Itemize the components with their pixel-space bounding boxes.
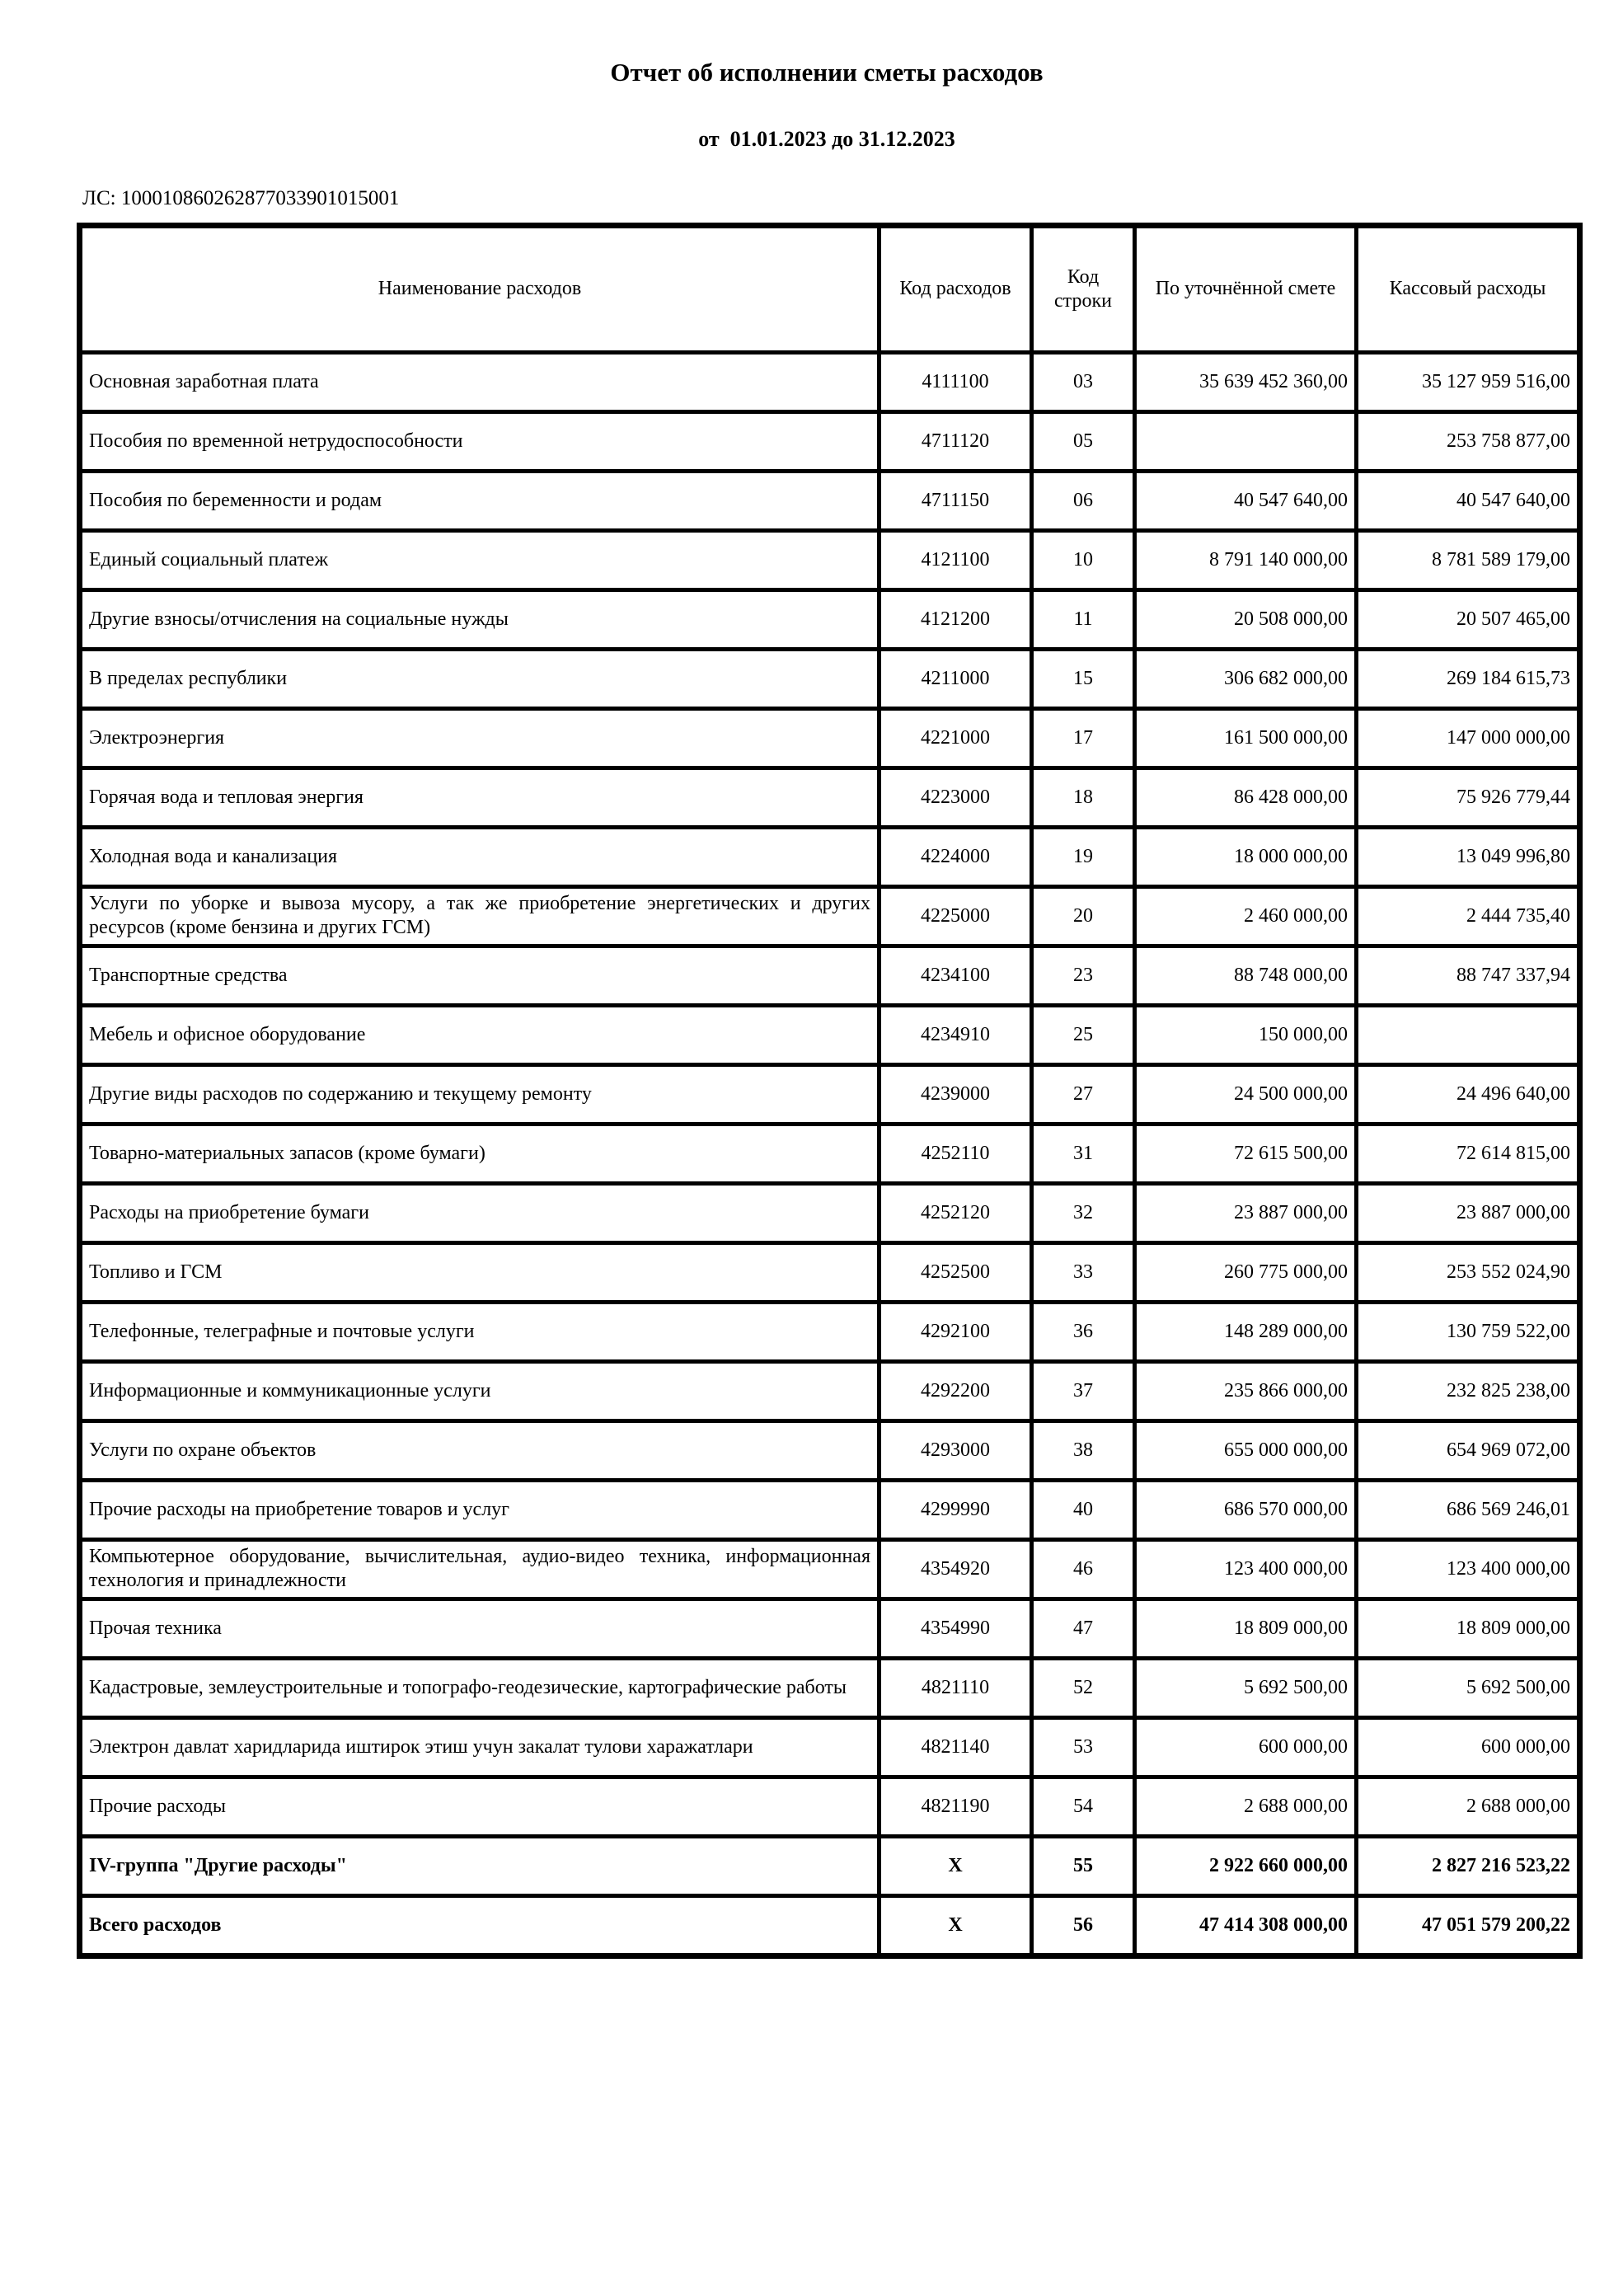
total-row xyxy=(80,1895,1580,1956)
table-row xyxy=(80,1302,1580,1361)
cell-name: Прочие расходы xyxy=(80,1777,880,1836)
cell-kassa: 5 692 500,00 xyxy=(1357,1658,1580,1717)
cell-smeta: 24 500 000,00 xyxy=(1135,1064,1357,1124)
cell-code: 4223000 xyxy=(880,768,1032,827)
cell-name: Холодная вода и канализация xyxy=(80,827,880,886)
cell-smeta: 686 570 000,00 xyxy=(1135,1480,1357,1539)
cell-code: 4711150 xyxy=(880,471,1032,530)
table-body xyxy=(80,352,1580,1956)
cell-line: 37 xyxy=(1032,1361,1135,1420)
table-row xyxy=(80,1005,1580,1064)
cell-line: 15 xyxy=(1032,649,1135,708)
cell-name: Другие взносы/отчисления на социальные нужды xyxy=(80,589,880,649)
table-row xyxy=(80,352,1580,411)
cell-smeta: 35 639 452 360,00 xyxy=(1135,352,1357,411)
account-number: ЛС: 100010860262877033901015001 xyxy=(82,186,400,209)
cell-kassa: 40 547 640,00 xyxy=(1357,471,1580,530)
cell-code: 4292200 xyxy=(880,1361,1032,1420)
cell-line: 18 xyxy=(1032,768,1135,827)
cell-line: 19 xyxy=(1032,827,1135,886)
total-row xyxy=(80,1836,1580,1895)
cell-line: 17 xyxy=(1032,708,1135,768)
report-content xyxy=(77,0,1577,1959)
cell-smeta: 20 508 000,00 xyxy=(1135,589,1357,649)
cell-kassa: 72 614 815,00 xyxy=(1357,1124,1580,1183)
cell-name: Компьютерное оборудование, вычислительная, аудио-видео техника, информационная технология и принадлежности xyxy=(80,1539,880,1599)
cell-name: Горячая вода и тепловая энергия xyxy=(80,768,880,827)
cell-line: 47 xyxy=(1032,1599,1135,1658)
cell-kassa: 123 400 000,00 xyxy=(1357,1539,1580,1599)
cell-line: 40 xyxy=(1032,1480,1135,1539)
cell-code: 4354920 xyxy=(880,1539,1032,1599)
cell-code: 4234100 xyxy=(880,946,1032,1005)
table-row xyxy=(80,1064,1580,1124)
table-row xyxy=(80,1361,1580,1420)
table-row xyxy=(80,1124,1580,1183)
cell-line: 46 xyxy=(1032,1539,1135,1599)
cell-line: 06 xyxy=(1032,471,1135,530)
cell-code: 4292100 xyxy=(880,1302,1032,1361)
cell-smeta: 18 809 000,00 xyxy=(1135,1599,1357,1658)
cell-code: X xyxy=(880,1836,1032,1895)
cell-kassa: 18 809 000,00 xyxy=(1357,1599,1580,1658)
cell-name: Прочие расходы на приобретение товаров и услуг xyxy=(80,1480,880,1539)
table-row xyxy=(80,589,1580,649)
table-row xyxy=(80,1242,1580,1302)
cell-name: В пределах республики xyxy=(80,649,880,708)
cell-line: 23 xyxy=(1032,946,1135,1005)
header-row xyxy=(80,225,1580,352)
cell-smeta: 260 775 000,00 xyxy=(1135,1242,1357,1302)
cell-kassa: 130 759 522,00 xyxy=(1357,1302,1580,1361)
table-row xyxy=(80,1599,1580,1658)
cell-kassa: 147 000 000,00 xyxy=(1357,708,1580,768)
cell-kassa: 232 825 238,00 xyxy=(1357,1361,1580,1420)
cell-smeta: 150 000,00 xyxy=(1135,1005,1357,1064)
table-row xyxy=(80,1717,1580,1777)
cell-line: 27 xyxy=(1032,1064,1135,1124)
cell-name: IV-группа "Другие расходы" xyxy=(80,1836,880,1895)
cell-kassa: 24 496 640,00 xyxy=(1357,1064,1580,1124)
cell-code: 4821110 xyxy=(880,1658,1032,1717)
cell-code: 4821190 xyxy=(880,1777,1032,1836)
table-header xyxy=(80,225,1580,352)
cell-name: Всего расходов xyxy=(80,1895,880,1956)
table-row xyxy=(80,946,1580,1005)
cell-line: 56 xyxy=(1032,1895,1135,1956)
cell-name: Мебель и офисное оборудование xyxy=(80,1005,880,1064)
cell-code: 4293000 xyxy=(880,1420,1032,1480)
cell-line: 03 xyxy=(1032,352,1135,411)
cell-line: 05 xyxy=(1032,411,1135,471)
cell-name: Транспортные средства xyxy=(80,946,880,1005)
cell-name: Кадастровые, землеустроительные и топографо-геодезические, картографические работы xyxy=(80,1658,880,1717)
cell-code: 4121100 xyxy=(880,530,1032,589)
cell-line: 54 xyxy=(1032,1777,1135,1836)
cell-code: 4225000 xyxy=(880,886,1032,946)
cell-smeta: 72 615 500,00 xyxy=(1135,1124,1357,1183)
table-row xyxy=(80,1539,1580,1599)
cell-line: 32 xyxy=(1032,1183,1135,1242)
col-header-line-code: Код строки xyxy=(1032,225,1135,352)
cell-code: 4821140 xyxy=(880,1717,1032,1777)
cell-kassa: 75 926 779,44 xyxy=(1357,768,1580,827)
cell-code: 4121200 xyxy=(880,589,1032,649)
cell-smeta: 655 000 000,00 xyxy=(1135,1420,1357,1480)
table-row xyxy=(80,530,1580,589)
cell-line: 25 xyxy=(1032,1005,1135,1064)
cell-code: 4354990 xyxy=(880,1599,1032,1658)
table-row xyxy=(80,411,1580,471)
col-header-kassa: Кассовый расходы xyxy=(1357,225,1580,352)
cell-smeta: 8 791 140 000,00 xyxy=(1135,530,1357,589)
cell-line: 10 xyxy=(1032,530,1135,589)
cell-code: 4299990 xyxy=(880,1480,1032,1539)
cell-name: Электрон давлат харидларида иштирок этиш учун закалат тулови харажатлари xyxy=(80,1717,880,1777)
cell-name: Другие виды расходов по содержанию и текущему ремонту xyxy=(80,1064,880,1124)
table-row xyxy=(80,1658,1580,1717)
cell-kassa: 686 569 246,01 xyxy=(1357,1480,1580,1539)
cell-smeta: 123 400 000,00 xyxy=(1135,1539,1357,1599)
cell-kassa: 269 184 615,73 xyxy=(1357,649,1580,708)
cell-line: 55 xyxy=(1032,1836,1135,1895)
cell-smeta: 88 748 000,00 xyxy=(1135,946,1357,1005)
cell-code: 4224000 xyxy=(880,827,1032,886)
table-row xyxy=(80,1480,1580,1539)
cell-smeta: 40 547 640,00 xyxy=(1135,471,1357,530)
cell-code: 4252110 xyxy=(880,1124,1032,1183)
cell-code: 4711120 xyxy=(880,411,1032,471)
cell-kassa: 2 827 216 523,22 xyxy=(1357,1836,1580,1895)
cell-name: Услуги по уборке и вывоза мусору, а так же приобретение энергетических и других ресурсов (кроме бензина и других ГСМ) xyxy=(80,886,880,946)
cell-code: 4234910 xyxy=(880,1005,1032,1064)
cell-line: 38 xyxy=(1032,1420,1135,1480)
table-row xyxy=(80,1420,1580,1480)
cell-line: 31 xyxy=(1032,1124,1135,1183)
cell-name: Услуги по охране объектов xyxy=(80,1420,880,1480)
col-header-expense-code: Код расходов xyxy=(880,225,1032,352)
cell-name: Основная заработная плата xyxy=(80,352,880,411)
cell-kassa xyxy=(1357,1005,1580,1064)
cell-smeta: 161 500 000,00 xyxy=(1135,708,1357,768)
cell-code: 4111100 xyxy=(880,352,1032,411)
cell-name: Расходы на приобретение бумаги xyxy=(80,1183,880,1242)
cell-code: 4252500 xyxy=(880,1242,1032,1302)
cell-kassa: 23 887 000,00 xyxy=(1357,1183,1580,1242)
cell-name: Информационные и коммуникационные услуги xyxy=(80,1361,880,1420)
cell-code: 4221000 xyxy=(880,708,1032,768)
expenses-table xyxy=(77,223,1583,1959)
cell-smeta: 600 000,00 xyxy=(1135,1717,1357,1777)
cell-smeta: 23 887 000,00 xyxy=(1135,1183,1357,1242)
table-row xyxy=(80,827,1580,886)
cell-smeta: 18 000 000,00 xyxy=(1135,827,1357,886)
cell-kassa: 253 758 877,00 xyxy=(1357,411,1580,471)
cell-code: X xyxy=(880,1895,1032,1956)
cell-code: 4239000 xyxy=(880,1064,1032,1124)
cell-kassa: 35 127 959 516,00 xyxy=(1357,352,1580,411)
cell-smeta: 2 922 660 000,00 xyxy=(1135,1836,1357,1895)
cell-smeta: 5 692 500,00 xyxy=(1135,1658,1357,1717)
cell-kassa: 253 552 024,90 xyxy=(1357,1242,1580,1302)
cell-kassa: 13 049 996,80 xyxy=(1357,827,1580,886)
cell-name: Топливо и ГСМ xyxy=(80,1242,880,1302)
cell-name: Единый социальный платеж xyxy=(80,530,880,589)
cell-smeta: 47 414 308 000,00 xyxy=(1135,1895,1357,1956)
cell-kassa: 47 051 579 200,22 xyxy=(1357,1895,1580,1956)
cell-smeta: 306 682 000,00 xyxy=(1135,649,1357,708)
table-row xyxy=(80,1183,1580,1242)
cell-kassa: 20 507 465,00 xyxy=(1357,589,1580,649)
table-row xyxy=(80,886,1580,946)
cell-smeta: 2 688 000,00 xyxy=(1135,1777,1357,1836)
cell-name: Телефонные, телеграфные и почтовые услуги xyxy=(80,1302,880,1361)
table-row xyxy=(80,649,1580,708)
cell-line: 33 xyxy=(1032,1242,1135,1302)
cell-kassa: 600 000,00 xyxy=(1357,1717,1580,1777)
cell-name: Электроэнергия xyxy=(80,708,880,768)
cell-name: Пособия по беременности и родам xyxy=(80,471,880,530)
cell-line: 20 xyxy=(1032,886,1135,946)
table-row xyxy=(80,1777,1580,1836)
cell-kassa: 2 688 000,00 xyxy=(1357,1777,1580,1836)
cell-kassa: 654 969 072,00 xyxy=(1357,1420,1580,1480)
cell-smeta xyxy=(1135,411,1357,471)
table-row xyxy=(80,768,1580,827)
cell-name: Прочая техника xyxy=(80,1599,880,1658)
cell-kassa: 8 781 589 179,00 xyxy=(1357,530,1580,589)
cell-line: 11 xyxy=(1032,589,1135,649)
cell-smeta: 235 866 000,00 xyxy=(1135,1361,1357,1420)
report-title: Отчет об исполнении сметы расходов xyxy=(610,58,1044,87)
cell-line: 53 xyxy=(1032,1717,1135,1777)
table-row xyxy=(80,471,1580,530)
col-header-smeta: По уточнённой смете xyxy=(1135,225,1357,352)
cell-smeta: 148 289 000,00 xyxy=(1135,1302,1357,1361)
cell-line: 36 xyxy=(1032,1302,1135,1361)
cell-kassa: 88 747 337,94 xyxy=(1357,946,1580,1005)
cell-kassa: 2 444 735,40 xyxy=(1357,886,1580,946)
cell-line: 52 xyxy=(1032,1658,1135,1717)
cell-code: 4211000 xyxy=(880,649,1032,708)
table-row xyxy=(80,708,1580,768)
cell-name: Пособия по временной нетрудоспособности xyxy=(80,411,880,471)
cell-smeta: 86 428 000,00 xyxy=(1135,768,1357,827)
col-header-expense-name: Наименование расходов xyxy=(80,225,880,352)
report-period: от 01.01.2023 до 31.12.2023 xyxy=(698,126,955,151)
cell-name: Товарно-материальных запасов (кроме бумаги) xyxy=(80,1124,880,1183)
cell-code: 4252120 xyxy=(880,1183,1032,1242)
cell-smeta: 2 460 000,00 xyxy=(1135,886,1357,946)
